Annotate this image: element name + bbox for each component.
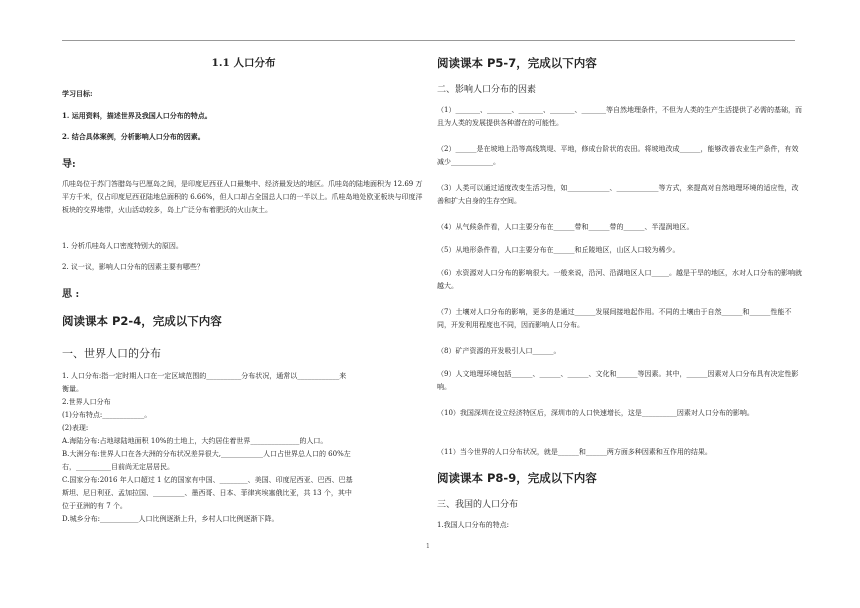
line-10: 斯坦、尼日利亚、孟加拉国、_________、墨西哥、日本、菲律宾埃塞俄比亚，共 13 个，其中 xyxy=(62,489,352,497)
item-7: （7）土壤对人口分布的影响，更多的是通过______发展间接地起作用。不同的土壤由于自然______和______性能不同，开发利用程度也不同，因而影响人口分布。 xyxy=(437,308,792,329)
goal-2: 2. 结合具体案例，分析影响人口分布的因素。 xyxy=(62,132,205,141)
page-number: 1 xyxy=(426,543,430,550)
guide-heading: 导: xyxy=(62,159,76,170)
section-world-distribution: 一、世界人口的分布 xyxy=(62,347,161,360)
line-5: (2)表现: xyxy=(62,424,89,432)
section-influencing-factors: 二、影响人口分布的因素 xyxy=(437,85,537,95)
item-2: （2）______是在坡地上沿等高线筑堤、平地，修成台阶状的农田。将坡地改成______，能够改善农业生产条件，有效减少____________。 xyxy=(437,145,799,166)
line-9: C.国家分布:2016 年人口超过 1 亿的国家有中国、________、美国、印度尼西亚、巴西、巴基 xyxy=(62,476,353,484)
top-rule xyxy=(62,40,795,41)
item-9: （9）人文地理环境包括______、______、______、文化和______等因素。其中，______因素对人口分布具有决定性影响。 xyxy=(437,370,799,391)
item-8: （8）矿产资源的开发吸引人口______。 xyxy=(437,347,561,355)
item-10: （10）我国深圳在设立经济特区后，深圳市的人口快速增长，这是__________因素对人口分布的影响。 xyxy=(437,409,754,417)
section-china-distribution: 三、我国的人口分布 xyxy=(437,500,519,510)
line-12: D.城乡分布:___________人口比例逐渐上升，乡村人口比例逐渐下降。 xyxy=(62,515,279,523)
intro-paragraph: 爪哇岛位于苏门答腊岛与巴厘岛之间，是印度尼西亚人口最集中、经济最发达的地区。爪哇岛的陆地面积为 12.69 万平方千米，仅占印度尼西亚陆地总面积的 6.66%，但人口却占全国总人口的一半以上。爪哇岛地处欧亚板块与印度洋板块的交界地带，火山活动较多，岛上广泛分布着肥沃的火山灰土。 xyxy=(62,180,423,214)
line-4: (1)分布特点:____________。 xyxy=(62,411,152,419)
page-title: 1.1 人口分布 xyxy=(211,57,276,69)
item-11: （11）当今世界的人口分布状况，就是______和______两方面多种因素和互作用的结果。 xyxy=(437,448,712,456)
line-7: B.大洲分布:世界人口在各大洲的分布状况差异很大,____________人口占世界总人口的 60%左 xyxy=(62,450,351,458)
read-heading-p2-4: 阅读课本 P2-4，完成以下内容 xyxy=(62,314,222,328)
question-2: 2. 议一议，影响人口分布的因素主要有哪些？ xyxy=(62,263,204,271)
question-1: 1. 分析爪哇岛人口密度特别大的原因。 xyxy=(62,242,183,250)
line-8: 右，__________目前尚无定居居民。 xyxy=(62,463,174,471)
line-11: 位于亚洲的有 7 个。 xyxy=(62,502,127,510)
line-2: 衡量。 xyxy=(62,385,83,393)
read-heading-p5-7: 阅读课本 P5-7，完成以下内容 xyxy=(437,56,597,70)
item-4: （4）从气候条件看，人口主要分布在______带和______带的______、半湿润地区。 xyxy=(437,223,694,231)
read-heading-p8-9: 阅读课本 P8-9，完成以下内容 xyxy=(437,471,597,485)
line-1: 1. 人口分布:指一定时期人口在一定区域范围的__________分布状况，通常以____________来 xyxy=(62,372,347,380)
china-distribution-line: 1.我国人口分布的特点: xyxy=(437,521,510,529)
goal-1: 1. 运用资料，描述世界及我国人口分布的特点。 xyxy=(62,111,212,120)
item-1: （1）_______、_______、_______、_______、_______等自然地理条件，不但为人类的生产生活提供了必需的基础，而且为人类的发展提供各种潜在的可能性。 xyxy=(437,106,802,127)
line-6: A.海陆分布:占地球陆地面积 10%的土地上，大约居住着世界______________的人口。 xyxy=(62,437,328,445)
think-heading: 思 : xyxy=(62,289,80,300)
goals-heading: 学习目标: xyxy=(62,89,93,98)
item-5: （5）从地形条件看，人口主要分布在______和丘陵地区，山区人口较为稀少。 xyxy=(437,246,680,254)
line-3: 2.世界人口分布 xyxy=(62,398,111,406)
item-3: （3）人类可以通过适度改变生活习性，如____________、____________等方式，来提高对自然地理环境的适应性，改善和扩大自身的生存空间。 xyxy=(437,184,799,205)
item-6: （6）水资源对人口分布的影响很大。一般来说，沿河、沿湖地区人口_____。越是干旱的地区，水对人口分布的影响就越大。 xyxy=(437,269,802,290)
